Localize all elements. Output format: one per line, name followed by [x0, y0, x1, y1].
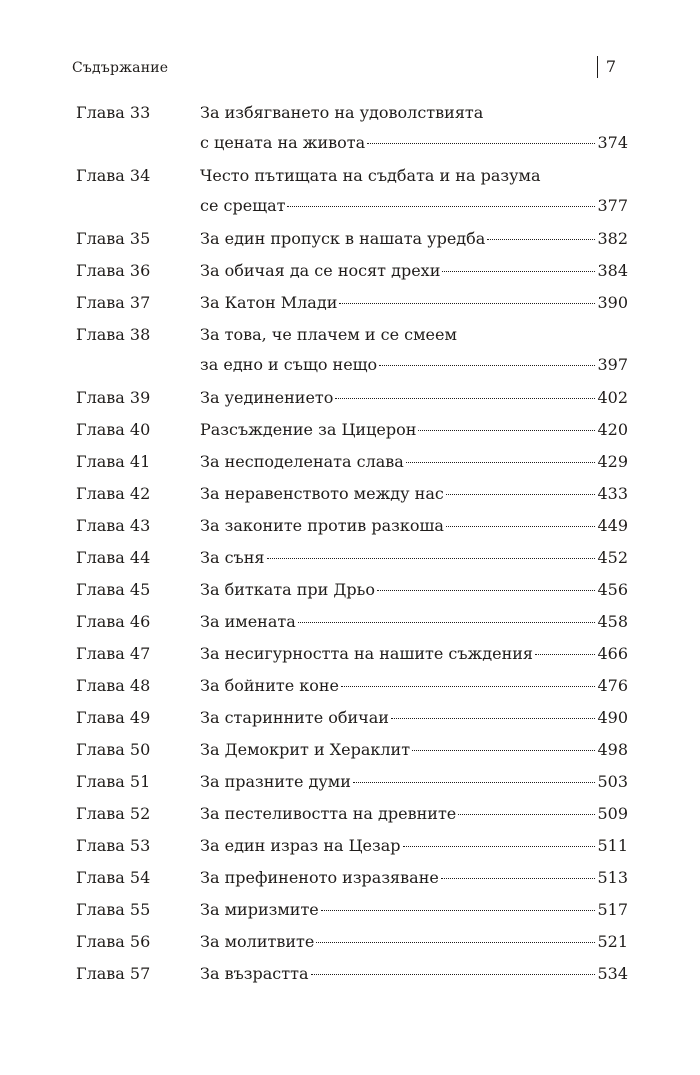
chapter-page-number: 490: [597, 708, 628, 727]
chapter-title-block: [200, 895, 628, 925]
chapter-title-block: [200, 98, 628, 158]
dot-leader: [339, 303, 595, 304]
toc-entry: [76, 383, 628, 413]
chapter-title-text: За бойните коне: [200, 676, 340, 695]
chapter-label: Глава 38: [76, 325, 151, 344]
chapter-page-number: 377: [597, 196, 628, 215]
chapter-title-line: [200, 98, 628, 128]
toc-entry: [76, 161, 628, 221]
chapter-title-block: [200, 863, 628, 893]
chapter-label: Глава 45: [76, 580, 151, 599]
chapter-page-number: 433: [597, 484, 628, 503]
chapter-title-text: За законите против разкоша: [200, 516, 444, 535]
chapter-title-text: За Демокрит и Хераклит: [200, 740, 411, 759]
chapter-label: Глава 43: [76, 516, 151, 535]
chapter-title-line: [200, 735, 628, 765]
chapter-page-number: 476: [597, 676, 628, 695]
chapter-title-line: [200, 256, 628, 286]
chapter-title-line: [200, 224, 628, 254]
chapter-page-number: 503: [597, 772, 628, 791]
chapter-page-number: 513: [597, 868, 628, 887]
chapter-title-line: [200, 543, 628, 573]
chapter-label: Глава 41: [76, 452, 151, 471]
chapter-title-line: [200, 863, 628, 893]
chapter-label: Глава 34: [76, 166, 151, 185]
chapter-title-block: [200, 383, 628, 413]
dot-leader: [487, 239, 595, 240]
chapter-title-text: За несигурността на нашите съждения: [200, 644, 534, 663]
dot-leader: [446, 494, 596, 495]
chapter-title-block: [200, 735, 628, 765]
chapter-title-line: [200, 479, 628, 509]
chapter-label: Глава 48: [76, 676, 151, 695]
chapter-title-text: За възрастта: [200, 964, 309, 983]
dot-leader: [311, 974, 596, 975]
chapter-title-text: Разсъждение за Цицерон: [200, 420, 417, 439]
chapter-title-text: За един пропуск в нашата уредба: [200, 229, 486, 248]
chapter-page-number: 420: [597, 420, 628, 439]
chapter-title-text: За старинните обичаи: [200, 708, 389, 727]
dot-leader: [403, 846, 596, 847]
toc-entry: [76, 415, 628, 445]
chapter-label: Глава 49: [76, 708, 151, 727]
chapter-label: Глава 50: [76, 740, 151, 759]
chapter-title-line: [200, 671, 628, 701]
chapter-title-block: [200, 320, 628, 380]
toc-entry: [76, 767, 628, 797]
chapter-label: Глава 56: [76, 932, 151, 951]
chapter-title-line: [200, 320, 628, 350]
chapter-title-line: [200, 161, 628, 191]
chapter-page-number: 384: [597, 261, 628, 280]
chapter-title-text: За имената: [200, 612, 296, 631]
chapter-title-text: За съня: [200, 548, 265, 567]
toc-entry: [76, 320, 628, 380]
dot-leader: [412, 750, 595, 751]
chapter-title-text: За префиненото изразяване: [200, 868, 439, 887]
chapter-label: Глава 54: [76, 868, 151, 887]
chapter-label: Глава 37: [76, 293, 151, 312]
toc-entry: [76, 735, 628, 765]
chapter-title-block: [200, 639, 628, 669]
chapter-page-number: 382: [597, 229, 628, 248]
chapter-title-line: [200, 575, 628, 605]
dot-leader: [535, 654, 595, 655]
chapter-title-line: [200, 128, 628, 158]
toc-entry: [76, 639, 628, 669]
chapter-label: Глава 46: [76, 612, 151, 631]
chapter-title-block: [200, 447, 628, 477]
chapter-title-line: [200, 511, 628, 541]
chapter-title-line: [200, 959, 628, 989]
dot-leader: [446, 526, 596, 527]
chapter-page-number: 511: [597, 836, 628, 855]
chapter-title-line: [200, 191, 628, 221]
chapter-label: Глава 44: [76, 548, 151, 567]
chapter-title-line: [200, 383, 628, 413]
chapter-title-block: [200, 799, 628, 829]
chapter-title-line: [200, 799, 628, 829]
chapter-title-block: [200, 575, 628, 605]
dot-leader: [379, 365, 595, 366]
chapter-title-block: [200, 607, 628, 637]
chapter-page-number: 452: [597, 548, 628, 567]
chapter-title-line: [200, 447, 628, 477]
chapter-title-text: За избягването на удоволствията: [200, 103, 484, 122]
chapter-title-text: За един израз на Цезар: [200, 836, 401, 855]
chapter-title-block: [200, 288, 628, 318]
chapter-title-text: За несподелената слава: [200, 452, 404, 471]
dot-leader: [442, 271, 595, 272]
chapter-page-number: 449: [597, 516, 628, 535]
chapter-title-line: [200, 927, 628, 957]
dot-leader: [377, 590, 595, 591]
toc-entry: [76, 447, 628, 477]
chapter-title-block: [200, 671, 628, 701]
chapter-title-line: [200, 639, 628, 669]
chapter-page-number: 458: [597, 612, 628, 631]
toc-entry: [76, 671, 628, 701]
chapter-label: Глава 51: [76, 772, 151, 791]
chapter-title-text: се срещат: [200, 196, 286, 215]
chapter-page-number: 534: [597, 964, 628, 983]
toc-entry: [76, 479, 628, 509]
chapter-label: Глава 36: [76, 261, 151, 280]
chapter-title-text: За битката при Дрьо: [200, 580, 376, 599]
chapter-title-text: За това, че плачем и се смеем: [200, 325, 457, 344]
chapter-page-number: 402: [597, 388, 628, 407]
chapter-title-block: [200, 703, 628, 733]
chapter-label: Глава 55: [76, 900, 151, 919]
chapter-page-number: 517: [597, 900, 628, 919]
chapter-title-text: За миризмите: [200, 900, 319, 919]
chapter-title-text: За Катон Млади: [200, 293, 338, 312]
chapter-title-line: [200, 288, 628, 318]
chapter-page-number: 374: [597, 133, 628, 152]
chapter-title-line: [200, 895, 628, 925]
chapter-title-block: [200, 511, 628, 541]
chapter-page-number: 390: [597, 293, 628, 312]
toc-entry: [76, 831, 628, 861]
dot-leader: [391, 718, 595, 719]
chapter-title-block: [200, 959, 628, 989]
chapter-label: Глава 47: [76, 644, 151, 663]
toc-entry: [76, 511, 628, 541]
chapter-title-block: [200, 927, 628, 957]
chapter-page-number: 466: [597, 644, 628, 663]
toc-entry: [76, 607, 628, 637]
chapter-title-text: Често пътищата на съдбата и на разума: [200, 166, 541, 185]
chapter-title-text: За обичая да се носят дрехи: [200, 261, 441, 280]
dot-leader: [267, 558, 596, 559]
chapter-title-text: с цената на живота: [200, 133, 366, 152]
chapter-title-text: За неравенството между нас: [200, 484, 444, 503]
toc-entry: [76, 799, 628, 829]
chapter-label: Глава 52: [76, 804, 151, 823]
toc-entry: [76, 288, 628, 318]
dot-leader: [458, 814, 595, 815]
chapter-page-number: 509: [597, 804, 628, 823]
chapter-label: Глава 53: [76, 836, 151, 855]
dot-leader: [418, 430, 595, 431]
chapter-title-block: [200, 224, 628, 254]
chapter-label: Глава 40: [76, 420, 151, 439]
chapter-label: Глава 39: [76, 388, 151, 407]
dot-leader: [287, 206, 595, 207]
chapter-title-line: [200, 703, 628, 733]
section-title: Съдържание: [72, 60, 169, 76]
chapter-title-line: [200, 831, 628, 861]
toc-entry: [76, 543, 628, 573]
toc-entry: [76, 256, 628, 286]
chapter-title-block: [200, 256, 628, 286]
chapter-title-block: [200, 831, 628, 861]
toc-entry: [76, 959, 628, 989]
chapter-label: Глава 57: [76, 964, 151, 983]
chapter-title-block: [200, 479, 628, 509]
chapter-title-block: [200, 543, 628, 573]
chapter-title-text: За молитвите: [200, 932, 315, 951]
chapter-title-text: За празните думи: [200, 772, 351, 791]
toc-entry: [76, 575, 628, 605]
toc-entry: [76, 98, 628, 158]
toc-entry: [76, 703, 628, 733]
chapter-page-number: 397: [597, 355, 628, 374]
chapter-title-block: [200, 415, 628, 445]
dot-leader: [341, 686, 595, 687]
toc-entry: [76, 224, 628, 254]
chapter-label: Глава 42: [76, 484, 151, 503]
chapter-title-block: [200, 767, 628, 797]
chapter-page-number: 456: [597, 580, 628, 599]
dot-leader: [367, 143, 595, 144]
chapter-title-text: За уединението: [200, 388, 334, 407]
chapter-page-number: 498: [597, 740, 628, 759]
chapter-page-number: 429: [597, 452, 628, 471]
dot-leader: [316, 942, 595, 943]
chapter-title-block: [200, 161, 628, 221]
toc-entry: [76, 863, 628, 893]
chapter-title-line: [200, 767, 628, 797]
dot-leader: [335, 398, 595, 399]
chapter-label: Глава 35: [76, 229, 151, 248]
toc-entry: [76, 927, 628, 957]
dot-leader: [353, 782, 596, 783]
dot-leader: [406, 462, 596, 463]
chapter-title-text: за едно и също нещо: [200, 355, 378, 374]
table-of-contents: [76, 98, 628, 991]
chapter-title-text: За пестеливостта на древните: [200, 804, 457, 823]
dot-leader: [321, 910, 596, 911]
running-header: [72, 56, 616, 80]
toc-entry: [76, 895, 628, 925]
page-number: 7: [597, 56, 616, 78]
chapter-title-line: [200, 415, 628, 445]
chapter-title-line: [200, 350, 628, 380]
chapter-label: Глава 33: [76, 103, 151, 122]
dot-leader: [441, 878, 596, 879]
chapter-page-number: 521: [597, 932, 628, 951]
chapter-title-line: [200, 607, 628, 637]
dot-leader: [298, 622, 596, 623]
